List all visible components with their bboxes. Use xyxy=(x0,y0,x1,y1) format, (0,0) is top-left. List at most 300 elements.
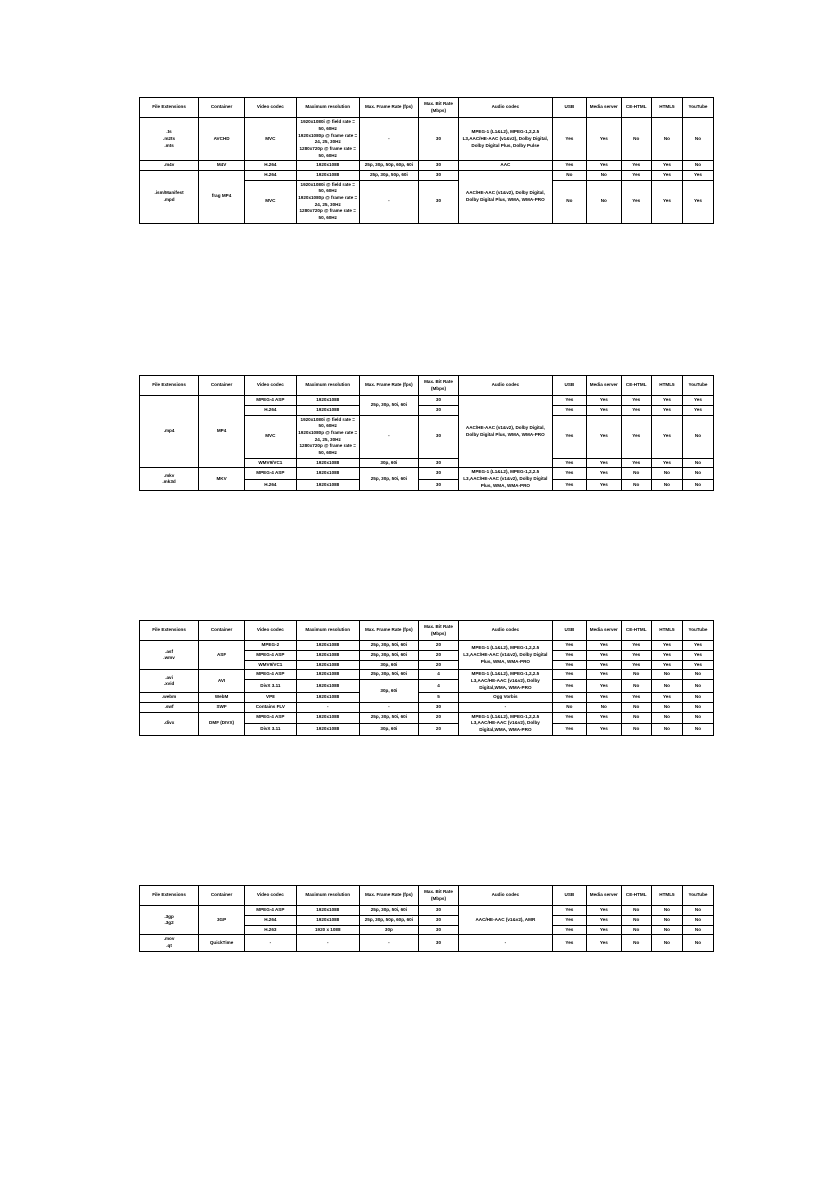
cell-audio-codec: MPEG-1 (L1&L2), MPEG-1,2,2.5 L3,AAC/HE-AAC (v1&v2), Dolby Digital Plus, WMA, WMA-PRO xyxy=(459,468,553,491)
cell-audio-codec: MPEG-1 (L1&L2), MPEG-1,2,2.5 L3,AAC/HE-AAC (v1&v2), Dolby Digital,WMA, WMA-PRO xyxy=(459,670,553,693)
cell-media-server: Yes xyxy=(587,118,621,161)
cell-ce-html: No xyxy=(621,935,651,951)
cell-frame-rate: 25p, 30p, 50i, 60i xyxy=(359,468,418,491)
cell-video-codec: DivX 3.11 xyxy=(245,679,297,692)
cell-html5: Yes xyxy=(651,693,682,703)
cell-usb: No xyxy=(552,702,586,712)
cell-frame-rate: - xyxy=(359,118,418,161)
cell-video-codec: MPEG-4 ASP xyxy=(245,906,297,916)
cell-html5: Yes xyxy=(651,161,682,171)
cell-youtube: No xyxy=(682,679,713,692)
cell-youtube: No xyxy=(682,925,713,935)
table-body xyxy=(140,396,714,491)
cell-usb: Yes xyxy=(552,641,586,651)
cell-resolution: 1920x1088 xyxy=(296,396,359,406)
cell-bit-rate: 30 xyxy=(418,915,458,925)
cell-file-extensions: .asf .wmv xyxy=(140,641,199,670)
cell-media-server: Yes xyxy=(587,935,621,951)
cell-usb: Yes xyxy=(552,693,586,703)
cell-bit-rate: 30 xyxy=(418,458,458,468)
cell-html5: Yes xyxy=(651,650,682,660)
cell-resolution: 1920x1088 xyxy=(296,405,359,415)
column-header-file-extensions: File Extensions xyxy=(140,98,199,118)
cell-audio-codec: AAC xyxy=(459,161,553,171)
column-header-html5: HTML5 xyxy=(651,621,682,641)
cell-ce-html: Yes xyxy=(621,641,651,651)
cell-video-codec: DivX 3.11 xyxy=(245,724,297,735)
column-header-max-frame-rate: Max. Frame Rate (fps) xyxy=(359,376,418,396)
cell-html5: Yes xyxy=(651,170,682,180)
cell-container: M4V xyxy=(199,161,245,171)
cell-usb: Yes xyxy=(552,660,586,670)
column-header-max-frame-rate: Max. Frame Rate (fps) xyxy=(359,886,418,906)
cell-youtube: No xyxy=(682,712,713,723)
cell-file-extensions: .ism/Manifest .mpd xyxy=(140,170,199,223)
table-header-row xyxy=(140,376,714,396)
cell-ce-html: No xyxy=(621,724,651,735)
cell-resolution: 1920x1088 xyxy=(296,170,359,180)
cell-video-codec: Contains FLV xyxy=(245,702,297,712)
column-header-media-server: Media server xyxy=(587,621,621,641)
cell-media-server: Yes xyxy=(587,693,621,703)
cell-media-server: Yes xyxy=(587,468,621,479)
cell-html5: Yes xyxy=(651,180,682,223)
cell-file-extensions: .mov .qt xyxy=(140,935,199,951)
column-header-audio-codec: Audio codec xyxy=(459,621,553,641)
column-header-maximum-resolution: Maximum resolution xyxy=(296,621,359,641)
cell-usb: Yes xyxy=(552,161,586,171)
cell-frame-rate: 25p, 30p, 50i, 60i xyxy=(359,712,418,723)
cell-bit-rate: 30 xyxy=(418,161,458,171)
column-header-file-extensions: File Extensions xyxy=(140,376,199,396)
cell-ce-html: Yes xyxy=(621,415,651,458)
cell-html5: No xyxy=(651,479,682,490)
cell-resolution: 1920x1088 xyxy=(296,660,359,670)
cell-usb: Yes xyxy=(552,396,586,406)
cell-html5: Yes xyxy=(651,415,682,458)
cell-audio-codec: MPEG-1 (L1&L2), MPEG-1,2,2.5 L3,AAC/HE-AAC (v1&v2), Dolby Digital Plus, WMA, WMA-PRO xyxy=(459,641,553,670)
cell-audio-codec: AAC/HE-AAC (v1&v2), Dolby Digital, Dolby Digital Plus, WMA, WMA-PRO xyxy=(459,396,553,468)
table-header-row xyxy=(140,98,714,118)
column-header-html5: HTML5 xyxy=(651,886,682,906)
cell-video-codec: MPEG-2 xyxy=(245,641,297,651)
cell-resolution: 1920x1088 xyxy=(296,641,359,651)
cell-ce-html: No xyxy=(621,702,651,712)
cell-usb: No xyxy=(552,180,586,223)
spec-table-1-block xyxy=(139,97,714,224)
cell-usb: Yes xyxy=(552,915,586,925)
column-header-html5: HTML5 xyxy=(651,98,682,118)
column-header-usb: USB xyxy=(552,621,586,641)
cell-resolution: 1920x1080i @ field rate = 50, 60Hz 1920x1080p @ frame rate = 24, 25, 30Hz 1280x720p @ frame rate = 50, 60Hz xyxy=(296,118,359,161)
cell-frame-rate: 25p, 30p, 50i, 60i xyxy=(359,650,418,660)
cell-bit-rate: 4 xyxy=(418,670,458,680)
cell-youtube: Yes xyxy=(682,660,713,670)
table-row xyxy=(140,118,714,161)
cell-container: WebM xyxy=(199,693,245,703)
cell-video-codec: MPEG-4 ASP xyxy=(245,396,297,406)
cell-frame-rate: 30p, 60i xyxy=(359,660,418,670)
cell-youtube: No xyxy=(682,724,713,735)
cell-ce-html: Yes xyxy=(621,458,651,468)
column-header-video-codec: Video codec xyxy=(245,886,297,906)
cell-video-codec: H.264 xyxy=(245,161,297,171)
cell-bit-rate: 20 xyxy=(418,650,458,660)
column-header-max-bit-rate: Max. Bit Rate (Mbps) xyxy=(418,376,458,396)
cell-youtube: No xyxy=(682,915,713,925)
column-header-container: Container xyxy=(199,98,245,118)
cell-frame-rate: 30p, 60i xyxy=(359,458,418,468)
cell-html5: No xyxy=(651,702,682,712)
cell-media-server: Yes xyxy=(587,679,621,692)
cell-usb: Yes xyxy=(552,679,586,692)
column-header-usb: USB xyxy=(552,376,586,396)
cell-media-server: No xyxy=(587,180,621,223)
cell-html5: No xyxy=(651,935,682,951)
cell-media-server: Yes xyxy=(587,925,621,935)
spec-table-4-block xyxy=(139,885,714,952)
column-header-maximum-resolution: Maximum resolution xyxy=(296,886,359,906)
cell-media-server: Yes xyxy=(587,479,621,490)
cell-resolution: - xyxy=(296,935,359,951)
cell-file-extensions: .m4v xyxy=(140,161,199,171)
column-header-audio-codec: Audio codec xyxy=(459,886,553,906)
cell-youtube: No xyxy=(682,479,713,490)
column-header-video-codec: Video codec xyxy=(245,376,297,396)
cell-ce-html: No xyxy=(621,915,651,925)
cell-html5: No xyxy=(651,915,682,925)
cell-frame-rate: 25p, 30p, 50p, 60p, 60i xyxy=(359,915,418,925)
cell-html5: No xyxy=(651,118,682,161)
cell-video-codec: H.264 xyxy=(245,915,297,925)
cell-usb: Yes xyxy=(552,670,586,680)
cell-container: DMF (DIVX) xyxy=(199,712,245,735)
cell-container: MKV xyxy=(199,468,245,491)
table-body xyxy=(140,118,714,223)
spec-table-2-block xyxy=(139,375,714,491)
cell-html5: Yes xyxy=(651,396,682,406)
cell-youtube: Yes xyxy=(682,396,713,406)
table-row xyxy=(140,693,714,703)
cell-container: QuickTime xyxy=(199,935,245,951)
cell-audio-codec: MPEG-1 (L1&L2), MPEG-1,2,2.5 L3,AAC/HE-AAC (v1&v2), Dolby Digital,WMA, WMA-PRO xyxy=(459,712,553,735)
cell-resolution: 1920x1088 xyxy=(296,670,359,680)
cell-media-server: Yes xyxy=(587,396,621,406)
cell-usb: Yes xyxy=(552,468,586,479)
cell-resolution: 1920x1088 xyxy=(296,724,359,735)
column-header-usb: USB xyxy=(552,98,586,118)
cell-youtube: No xyxy=(682,468,713,479)
cell-usb: Yes xyxy=(552,712,586,723)
cell-youtube: Yes xyxy=(682,170,713,180)
cell-video-codec: MVC xyxy=(245,118,297,161)
cell-ce-html: No xyxy=(621,679,651,692)
cell-frame-rate: 25p, 30p, 50i, 60i xyxy=(359,396,418,415)
table-row xyxy=(140,670,714,680)
cell-bit-rate: 30 xyxy=(418,170,458,180)
cell-youtube: Yes xyxy=(682,180,713,223)
cell-ce-html: No xyxy=(621,118,651,161)
cell-html5: No xyxy=(651,925,682,935)
column-header-html5: HTML5 xyxy=(651,376,682,396)
cell-media-server: Yes xyxy=(587,161,621,171)
cell-bit-rate: 20 xyxy=(418,724,458,735)
cell-media-server: No xyxy=(587,702,621,712)
cell-youtube: No xyxy=(682,415,713,458)
cell-container: AVI xyxy=(199,670,245,693)
cell-media-server: Yes xyxy=(587,906,621,916)
column-header-video-codec: Video codec xyxy=(245,621,297,641)
cell-media-server: Yes xyxy=(587,724,621,735)
column-header-audio-codec: Audio codec xyxy=(459,376,553,396)
cell-resolution: - xyxy=(296,702,359,712)
spec-table-3-block xyxy=(139,620,714,736)
cell-video-codec: MPEG-4 ASP xyxy=(245,650,297,660)
column-header-max-bit-rate: Max. Bit Rate (Mbps) xyxy=(418,621,458,641)
column-header-youtube: YouTube xyxy=(682,886,713,906)
cell-youtube: No xyxy=(682,118,713,161)
cell-frame-rate: 30p, 60i xyxy=(359,679,418,702)
cell-usb: Yes xyxy=(552,935,586,951)
column-header-maximum-resolution: Maximum resolution xyxy=(296,98,359,118)
cell-bit-rate: 5 xyxy=(418,693,458,703)
cell-container: ASF xyxy=(199,641,245,670)
cell-youtube: No xyxy=(682,670,713,680)
column-header-youtube: YouTube xyxy=(682,98,713,118)
cell-resolution: 1920x1080i @ field rate = 50, 60Hz 1920x1080p @ frame rate = 24, 25, 30Hz 1280x720p @ frame rate = 50, 60Hz xyxy=(296,415,359,458)
cell-media-server: Yes xyxy=(587,670,621,680)
cell-ce-html: No xyxy=(621,479,651,490)
table-header-row xyxy=(140,621,714,641)
cell-usb: Yes xyxy=(552,118,586,161)
cell-resolution: 1920 x 1088 xyxy=(296,925,359,935)
cell-file-extensions: .avi .xvid xyxy=(140,670,199,693)
cell-video-codec: MVC xyxy=(245,415,297,458)
cell-bit-rate: 30 xyxy=(418,479,458,490)
cell-usb: Yes xyxy=(552,650,586,660)
cell-media-server: Yes xyxy=(587,915,621,925)
cell-ce-html: Yes xyxy=(621,170,651,180)
cell-file-extensions: .mkv .mk3d xyxy=(140,468,199,491)
table-row xyxy=(140,712,714,723)
column-header-audio-codec: Audio codec xyxy=(459,98,553,118)
cell-media-server: Yes xyxy=(587,660,621,670)
cell-usb: Yes xyxy=(552,479,586,490)
cell-bit-rate: 20 xyxy=(418,712,458,723)
spec-table-2 xyxy=(139,375,714,491)
cell-usb: Yes xyxy=(552,925,586,935)
column-header-maximum-resolution: Maximum resolution xyxy=(296,376,359,396)
cell-bit-rate: 30 xyxy=(418,702,458,712)
cell-resolution: 1920x1088 xyxy=(296,693,359,703)
cell-video-codec: H.264 xyxy=(245,405,297,415)
cell-bit-rate: 20 xyxy=(418,660,458,670)
column-header-file-extensions: File Extensions xyxy=(140,621,199,641)
cell-html5: Yes xyxy=(651,405,682,415)
cell-ce-html: Yes xyxy=(621,650,651,660)
table-row xyxy=(140,702,714,712)
cell-frame-rate: - xyxy=(359,180,418,223)
cell-video-codec: H.264 xyxy=(245,170,297,180)
cell-youtube: No xyxy=(682,935,713,951)
column-header-ce-html: CE-HTML xyxy=(621,376,651,396)
cell-frame-rate: 30p, 60i xyxy=(359,724,418,735)
cell-youtube: No xyxy=(682,161,713,171)
table-row xyxy=(140,935,714,951)
cell-resolution: 1920x1088 xyxy=(296,906,359,916)
table-row xyxy=(140,396,714,406)
cell-bit-rate: 30 xyxy=(418,118,458,161)
cell-bit-rate: 30 xyxy=(418,468,458,479)
cell-ce-html: Yes xyxy=(621,161,651,171)
cell-frame-rate: 25p, 30p, 50i, 60i xyxy=(359,906,418,916)
spec-table-4 xyxy=(139,885,714,952)
table-row xyxy=(140,161,714,171)
table-row xyxy=(140,641,714,651)
cell-frame-rate: 30p xyxy=(359,925,418,935)
cell-file-extensions: .mp4 xyxy=(140,396,199,468)
table-row xyxy=(140,468,714,479)
cell-media-server: Yes xyxy=(587,650,621,660)
cell-video-codec: WMV9/VC1 xyxy=(245,458,297,468)
cell-video-codec: MPEG-4 ASP xyxy=(245,468,297,479)
cell-audio-codec: - xyxy=(459,935,553,951)
cell-media-server: Yes xyxy=(587,415,621,458)
cell-media-server: Yes xyxy=(587,712,621,723)
cell-html5: Yes xyxy=(651,660,682,670)
cell-resolution: 1920x1088 xyxy=(296,679,359,692)
cell-audio-codec: Ogg Vorbis xyxy=(459,693,553,703)
column-header-container: Container xyxy=(199,621,245,641)
cell-media-server: Yes xyxy=(587,458,621,468)
cell-usb: Yes xyxy=(552,906,586,916)
cell-bit-rate: 30 xyxy=(418,925,458,935)
table-row xyxy=(140,906,714,916)
cell-video-codec: - xyxy=(245,935,297,951)
cell-file-extensions: .webm xyxy=(140,693,199,703)
cell-audio-codec: - xyxy=(459,702,553,712)
cell-ce-html: No xyxy=(621,468,651,479)
cell-video-codec: MPEG-4 ASP xyxy=(245,670,297,680)
cell-media-server: Yes xyxy=(587,641,621,651)
cell-media-server: No xyxy=(587,170,621,180)
cell-youtube: No xyxy=(682,702,713,712)
cell-bit-rate: 30 xyxy=(418,906,458,916)
cell-video-codec: H.263 xyxy=(245,925,297,935)
table-body xyxy=(140,641,714,735)
column-header-max-frame-rate: Max. Frame Rate (fps) xyxy=(359,98,418,118)
table-row xyxy=(140,170,714,180)
cell-html5: No xyxy=(651,468,682,479)
cell-bit-rate: 30 xyxy=(418,180,458,223)
cell-html5: No xyxy=(651,906,682,916)
cell-file-extensions: .ts .m2ts .mts xyxy=(140,118,199,161)
cell-html5: No xyxy=(651,670,682,680)
cell-frame-rate: 25p, 30p, 50i, 60i xyxy=(359,670,418,680)
cell-youtube: No xyxy=(682,693,713,703)
spec-table-1 xyxy=(139,97,714,224)
cell-resolution: 1920x1088 xyxy=(296,712,359,723)
table-body xyxy=(140,906,714,951)
cell-bit-rate: 4 xyxy=(418,679,458,692)
cell-ce-html: Yes xyxy=(621,396,651,406)
cell-usb: No xyxy=(552,170,586,180)
column-header-container: Container xyxy=(199,376,245,396)
column-header-video-codec: Video codec xyxy=(245,98,297,118)
cell-frame-rate: 25p, 30p, 50p, 60i xyxy=(359,170,418,180)
cell-resolution: 1920x1088 xyxy=(296,458,359,468)
cell-frame-rate: - xyxy=(359,935,418,951)
cell-resolution: 1920x1088 xyxy=(296,650,359,660)
cell-youtube: Yes xyxy=(682,650,713,660)
spec-table-3 xyxy=(139,620,714,736)
cell-audio-codec: MPEG-1 (L1&L2), MPEG-1,2,2.5 L3,AAC/HE-AAC (v1&v2), Dolby Digital, Dolby Digital Plus, Dolby Pulse xyxy=(459,118,553,161)
cell-resolution: 1920x1080i @ field rate = 50, 60Hz 1920x1080p @ frame rate = 24, 25, 30Hz 1280x720p @ frame rate = 50, 60Hz xyxy=(296,180,359,223)
cell-video-codec: MVC xyxy=(245,180,297,223)
column-header-media-server: Media server xyxy=(587,376,621,396)
cell-bit-rate: 20 xyxy=(418,641,458,651)
cell-frame-rate: 25p, 30p, 50i, 60i xyxy=(359,641,418,651)
column-header-file-extensions: File Extensions xyxy=(140,886,199,906)
column-header-max-bit-rate: Max. Bit Rate (Mbps) xyxy=(418,886,458,906)
cell-usb: Yes xyxy=(552,724,586,735)
cell-ce-html: No xyxy=(621,712,651,723)
cell-file-extensions: .swf xyxy=(140,702,199,712)
column-header-ce-html: CE-HTML xyxy=(621,98,651,118)
cell-video-codec: MPEG-4 ASP xyxy=(245,712,297,723)
cell-html5: Yes xyxy=(651,641,682,651)
cell-frame-rate: 25p, 30p, 50p, 60p, 60i xyxy=(359,161,418,171)
cell-html5: No xyxy=(651,679,682,692)
table-header-row xyxy=(140,886,714,906)
cell-usb: Yes xyxy=(552,458,586,468)
cell-usb: Yes xyxy=(552,415,586,458)
column-header-max-frame-rate: Max. Frame Rate (fps) xyxy=(359,621,418,641)
cell-file-extensions: .3gp .3g2 xyxy=(140,906,199,935)
cell-youtube: Yes xyxy=(682,641,713,651)
cell-resolution: 1920x1088 xyxy=(296,479,359,490)
cell-frame-rate: - xyxy=(359,415,418,458)
cell-youtube: No xyxy=(682,458,713,468)
cell-container: MP4 xyxy=(199,396,245,468)
column-header-ce-html: CE-HTML xyxy=(621,621,651,641)
cell-bit-rate: 30 xyxy=(418,935,458,951)
cell-html5: Yes xyxy=(651,458,682,468)
column-header-youtube: YouTube xyxy=(682,376,713,396)
cell-ce-html: No xyxy=(621,670,651,680)
cell-audio-codec: AAC/HE-AAC (v1&v2), AMR xyxy=(459,906,553,935)
cell-audio-codec: AAC/HE-AAC (v1&v2), Dolby Digital, Dolby Digital Plus, WMA, WMA-PRO xyxy=(459,170,553,223)
cell-youtube: Yes xyxy=(682,405,713,415)
column-header-media-server: Media server xyxy=(587,886,621,906)
cell-resolution: 1920x1088 xyxy=(296,468,359,479)
column-header-youtube: YouTube xyxy=(682,621,713,641)
cell-ce-html: Yes xyxy=(621,180,651,223)
cell-bit-rate: 30 xyxy=(418,396,458,406)
cell-container: SWF xyxy=(199,702,245,712)
cell-video-codec: VP8 xyxy=(245,693,297,703)
cell-media-server: Yes xyxy=(587,405,621,415)
cell-html5: No xyxy=(651,724,682,735)
cell-ce-html: No xyxy=(621,906,651,916)
column-header-container: Container xyxy=(199,886,245,906)
cell-file-extensions: .divx xyxy=(140,712,199,735)
column-header-media-server: Media server xyxy=(587,98,621,118)
cell-resolution: 1920x1088 xyxy=(296,161,359,171)
cell-ce-html: Yes xyxy=(621,660,651,670)
column-header-ce-html: CE-HTML xyxy=(621,886,651,906)
cell-container: frag MP4 xyxy=(199,170,245,223)
